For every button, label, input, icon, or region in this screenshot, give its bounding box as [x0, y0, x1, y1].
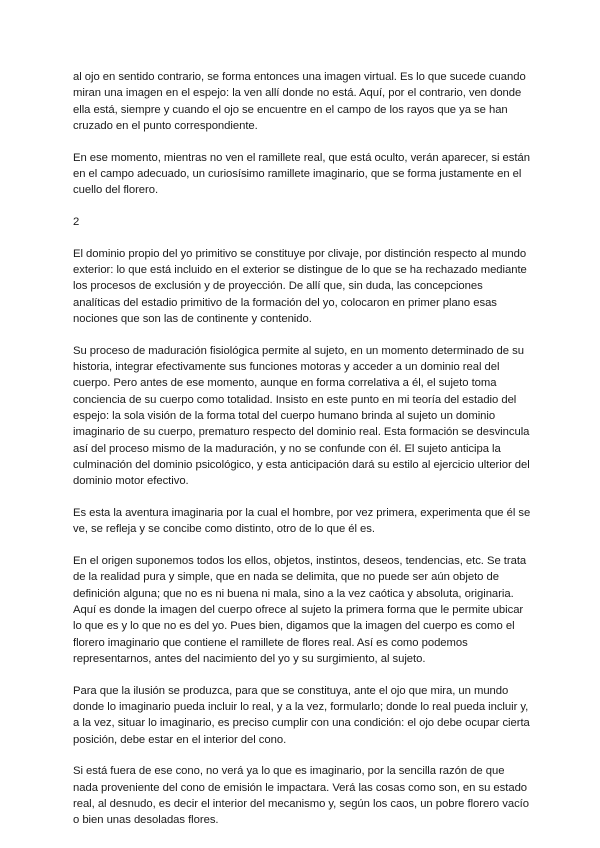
text-line: posición, debe estar en el interior del cono. [73, 733, 287, 746]
text-line: exterior: lo que está incluido en el exterior se distingue de lo que se ha rechazado mediante [73, 264, 527, 277]
text-line: El dominio propio del yo primitivo se constituye por clivaje, por distinción respecto al mundo [73, 247, 527, 260]
text-line: ve, se refleja y se concibe como distinto, otro de lo que él es. [73, 523, 375, 536]
paragraph-p5 [73, 505, 530, 538]
text-line: de la realidad pura y simple, que en nada se delimita, que no puede ser aún objeto de [73, 571, 499, 584]
text-line: así del proceso mismo de la maduración, y no se confunde con él. El sujeto anticipa la [73, 442, 501, 455]
text-line: historia, integrar efectivamente sus funciones motoras y acceder a un dominio real del [73, 361, 500, 374]
text-line: o bien unas desoladas flores. [73, 814, 219, 827]
text-line: nociones que son las de continente y contenido. [73, 313, 312, 326]
text-line: a la vez, situar lo imaginario, es preciso cumplir con una condición: el ojo debe ocupar cierta [73, 717, 530, 730]
text-line: Es esta la aventura imaginaria por la cual el hombre, por vez primera, experimenta que él se [73, 507, 531, 520]
paragraph-p4 [73, 343, 530, 490]
text-line: dominio motor efectivo. [73, 475, 189, 488]
text-line: definición alguna; que no es ni buena ni mala, sino a la vez caótica y absoluta, originaria. [73, 587, 514, 600]
text-line: nada proveniente del cono de emisión le impactara. Verá las cosas como son, en su estado [73, 781, 528, 794]
paragraph-p7 [73, 683, 530, 748]
text-line: los procesos de exclusión y de proyección. De allí que, sin duda, las concepciones [73, 280, 483, 293]
text-line: en el campo adecuado, un curiosísimo ramillete imaginario, que se forma justamente en el [73, 167, 522, 180]
text-line: cuello del florero. [73, 184, 159, 197]
paragraph-p6 [73, 553, 530, 667]
text-line: cuerpo. Pero antes de ese momento, aunque en forma correlativa a él, el sujeto toma [73, 377, 497, 390]
text-line: donde lo imaginario pueda incluir lo real, y a la vez, formularlo; donde lo real pueda incluir y, [73, 701, 529, 713]
paragraph-p8 [73, 763, 530, 828]
text-line: espejo: la sola visión de la forma total del cuerpo humano brinda al sujeto un dominio [73, 410, 496, 423]
text-line: Para que la ilusión se produzca, para que se constituya, ante el ojo que mira, un mundo [73, 684, 509, 697]
text-line: En ese momento, mientras no ven el ramillete real, que está oculto, verán aparecer, si están [73, 151, 530, 164]
text-line: al ojo en sentido contrario, se forma entonces una imagen virtual. Es lo que sucede cuando [73, 71, 526, 83]
paragraph-p3 [73, 246, 530, 327]
text-line: 2 [73, 216, 80, 229]
text-line: florero imaginario que contiene el ramillete de flores real. Así es como podemos [73, 636, 468, 649]
text-line: imaginario de su cuerpo, prematuro respecto del dominio real. Esta formación se desvincula [73, 426, 530, 439]
paragraph-p2 [73, 150, 530, 199]
document-body [73, 69, 530, 829]
text-line: Aquí es donde la imagen del cuerpo ofrece al sujeto la primera forma que le permite ubicar [73, 604, 524, 617]
text-line: miran una imagen en el espejo: la ven allí donde no está. Aquí, por el contrario, ven donde [73, 87, 522, 100]
text-line: ella está, siempre y cuando el ojo se encuentre en el campo de los rayos que ya se han [73, 103, 508, 116]
text-line: conciencia de su cuerpo como totalidad. Insisto en este punto en mi teoría del estadio del [73, 393, 517, 406]
text-line: real, al desnudo, es decir el interior del mecanismo y, según los caos, un pobre florero vacío [73, 797, 529, 810]
text-line: cruzado en el punto correspondiente. [73, 119, 258, 132]
paragraph-p1 [73, 69, 530, 134]
text-line: lo que es y lo que no es del yo. Pues bien, digamos que la imagen del cuerpo es como el [73, 620, 515, 633]
text-line: culminación del dominio psicológico, y esta anticipación dará su estilo al ejercicio ulterior del [73, 458, 530, 471]
text-line: En el origen suponemos todos los ellos, objetos, instintos, deseos, tendencias, etc. Se trata [73, 555, 527, 568]
text-line: analíticas del estadio primitivo de la formación del yo, colocaron en primer plano esas [73, 296, 497, 309]
text-line: Si está fuera de ese cono, no verá ya lo que es imaginario, por la sencilla razón de que [73, 765, 505, 778]
text-line: representarnos, antes del nacimiento del yo y su surgimiento, al sujeto. [73, 652, 426, 665]
section-number [73, 214, 530, 230]
text-line: Su proceso de maduración fisiológica permite al sujeto, en un momento determinado de su [73, 344, 524, 357]
